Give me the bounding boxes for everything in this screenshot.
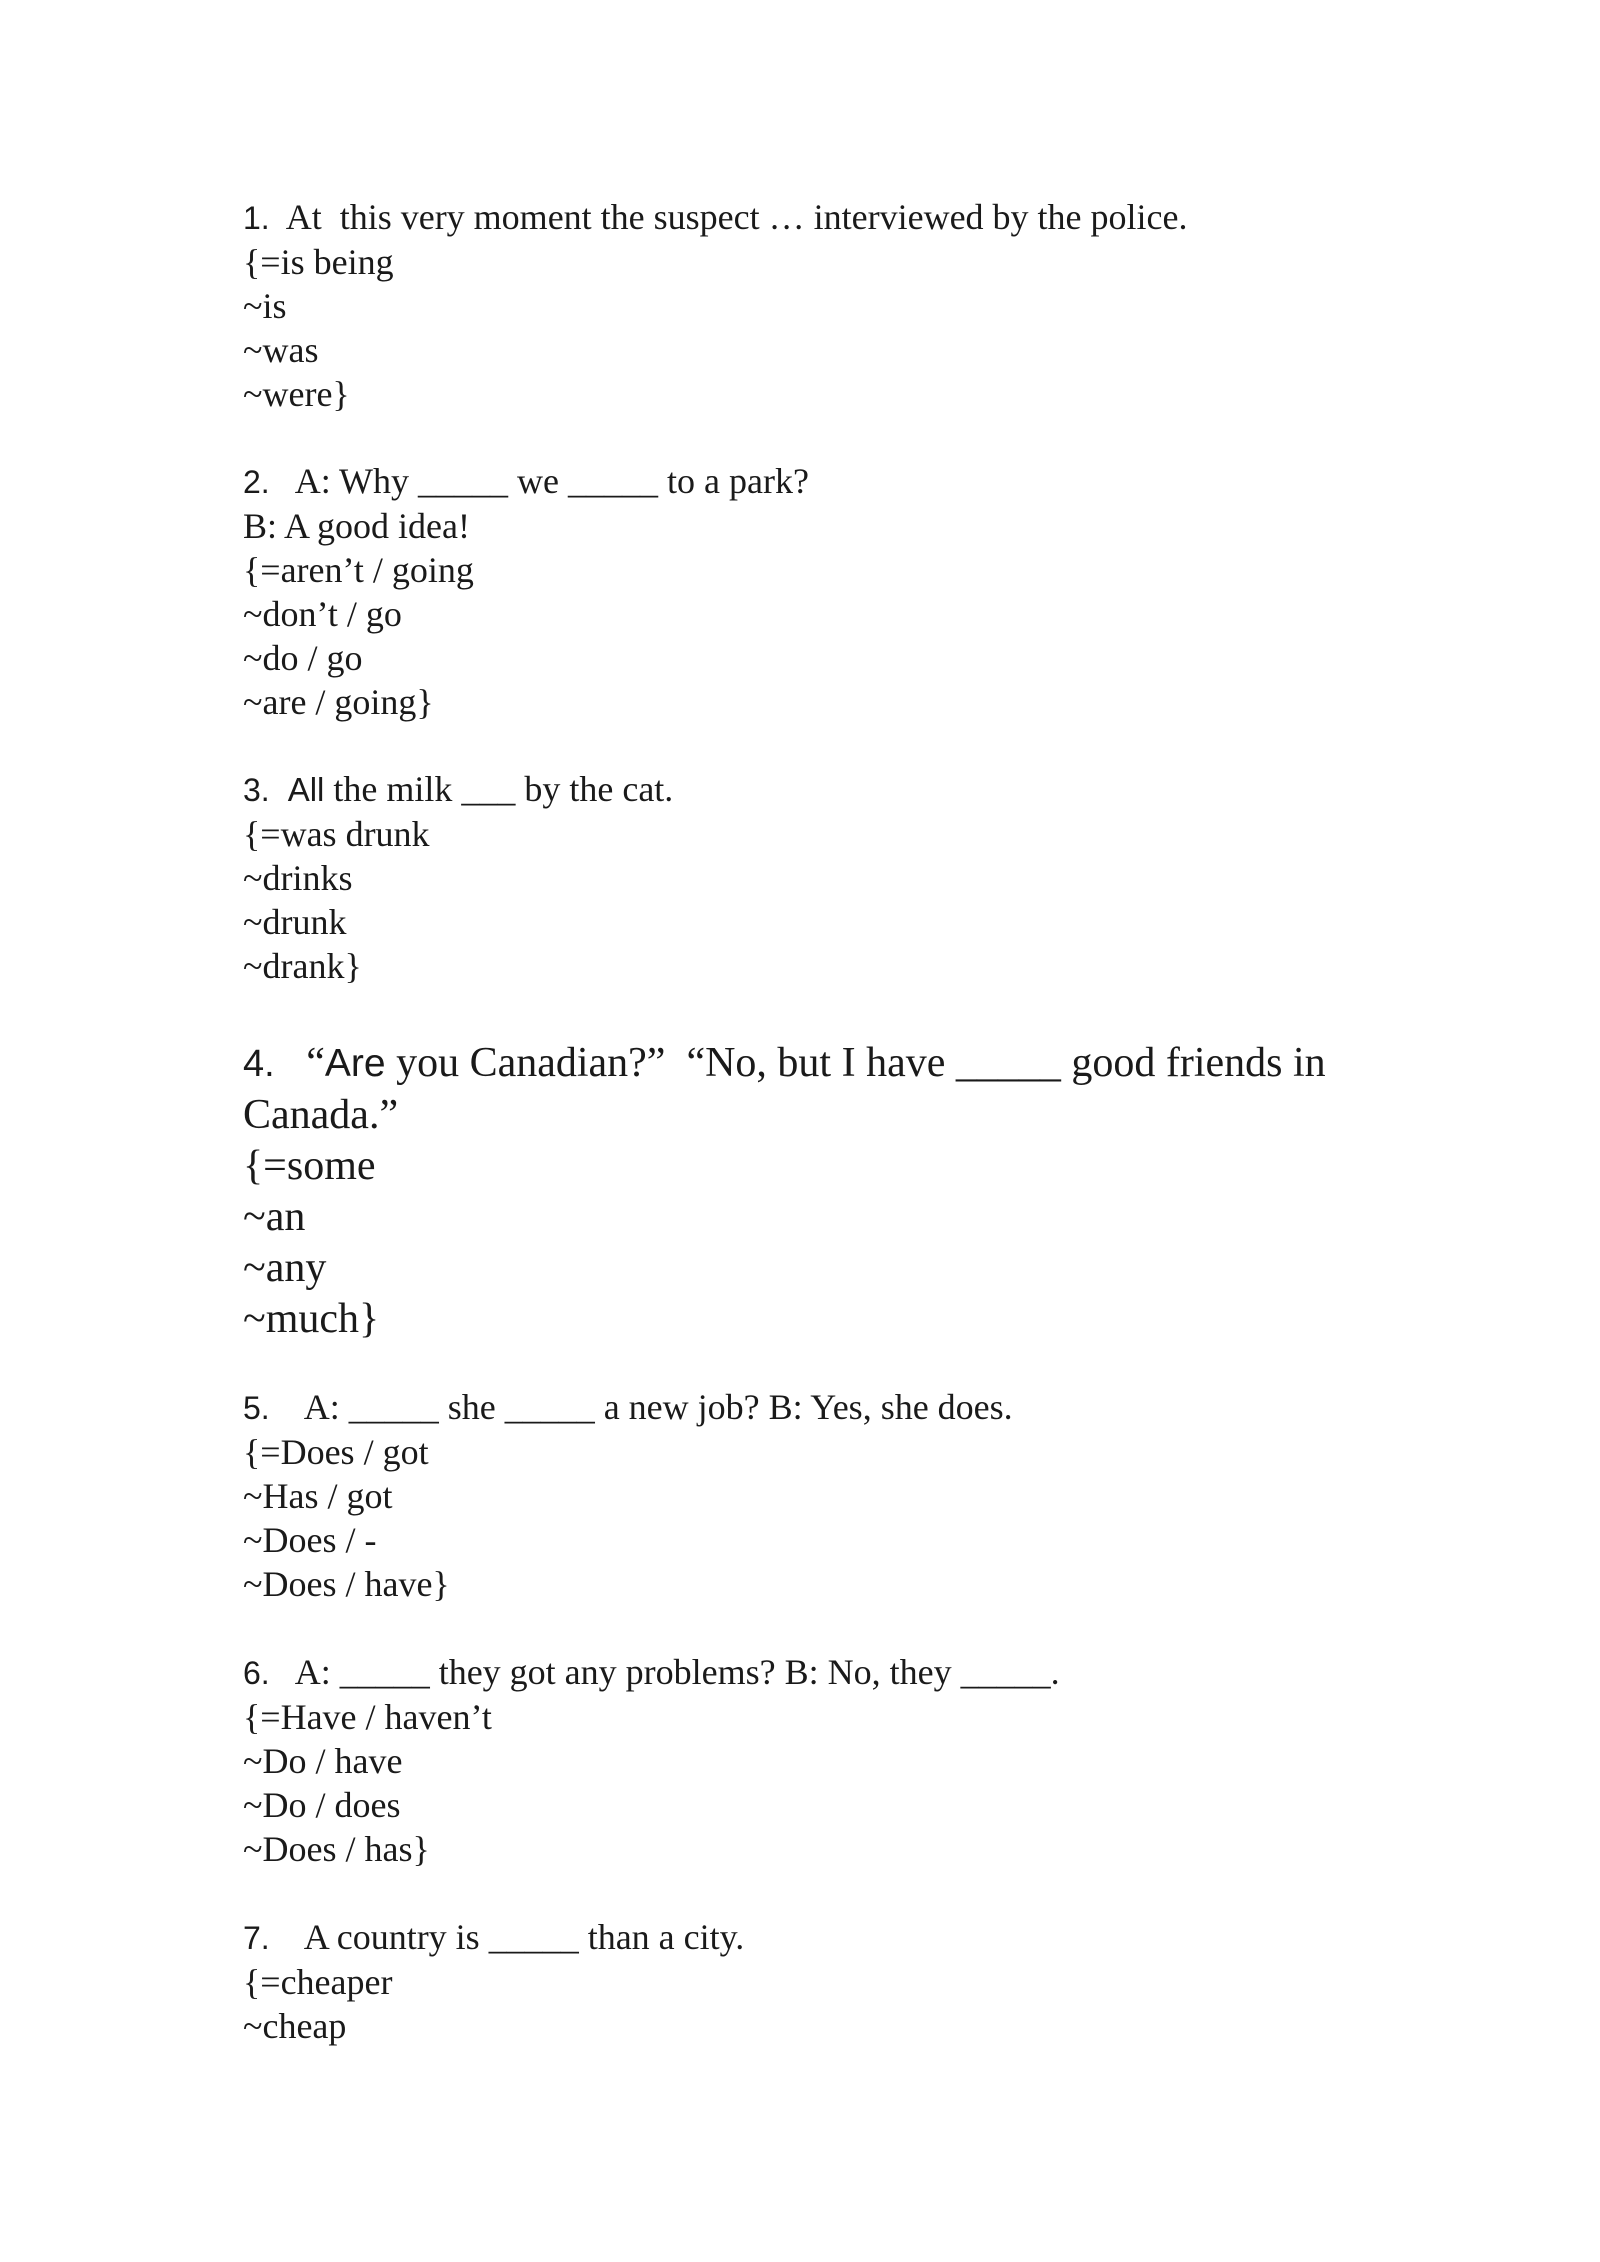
question-stem [243, 1915, 1423, 1960]
answer-option: ~drinks [243, 858, 353, 898]
question-text: A: Why _____ we _____ to a park? [294, 461, 809, 501]
answer-option: {=Does / got [243, 1432, 429, 1472]
question-number: 3. [243, 772, 270, 808]
question-text: At this very moment the suspect … interviewed by the police. [285, 197, 1188, 237]
answer-option: ~do / go [243, 638, 363, 678]
question-stem [243, 1038, 1423, 1141]
answer-option: ~Do / does [243, 1785, 401, 1825]
answer-option: ~drank} [243, 946, 362, 986]
answer-option: {=cheaper [243, 1962, 393, 2002]
question-number: 1. [243, 200, 270, 236]
question-text: the milk ___ by the cat. [324, 769, 674, 809]
answer-option: ~any [243, 1245, 327, 1291]
question-number: 6. [243, 1655, 270, 1691]
question-4 [243, 1038, 1423, 1345]
answer-option: {=some [243, 1143, 376, 1189]
question-number: 2. [243, 464, 270, 500]
question-number: 7. [243, 1920, 270, 1956]
question-text: A: _____ she _____ a new job? B: Yes, she does. [303, 1387, 1013, 1427]
answer-option: ~is [243, 286, 287, 326]
question-5 [243, 1385, 1423, 1606]
answer-option: ~an [243, 1194, 306, 1240]
question-text: A country is _____ than a city. [303, 1917, 745, 1957]
question-stem [243, 1385, 1423, 1430]
answer-option: ~was [243, 330, 319, 370]
answer-option: ~Do / have [243, 1741, 403, 1781]
question-number: 5. [243, 1390, 270, 1426]
question-number: 4. [243, 1043, 275, 1085]
question-text-line-2: B: A good idea! [243, 506, 470, 546]
question-2 [243, 459, 1423, 724]
question-stem [243, 767, 1423, 812]
answer-option: {=aren’t / going [243, 550, 474, 590]
question-stem [243, 195, 1423, 240]
question-stem [243, 459, 1423, 504]
question-text-quote: “ [306, 1040, 325, 1086]
answer-option: ~Does / - [243, 1520, 377, 1560]
answer-option: {=Have / haven’t [243, 1697, 492, 1737]
answer-option: ~Does / have} [243, 1564, 450, 1604]
question-text-lead: Are [324, 1042, 386, 1085]
question-1 [243, 195, 1423, 416]
answer-option: ~much} [243, 1296, 380, 1342]
question-7 [243, 1915, 1423, 2048]
answer-option: {=is being [243, 242, 394, 282]
question-text: you Canadian?” “No, but I have _____ good friends in Canada.” [243, 1040, 1337, 1138]
question-6 [243, 1650, 1423, 1871]
answer-option: ~don’t / go [243, 594, 402, 634]
answer-option: ~Has / got [243, 1476, 393, 1516]
answer-option: ~Does / has} [243, 1829, 430, 1869]
answer-option: ~are / going} [243, 682, 434, 722]
question-text: A: _____ they got any problems? B: No, they _____. [294, 1652, 1060, 1692]
answer-option: ~were} [243, 374, 350, 414]
answer-option: ~cheap [243, 2006, 347, 2046]
question-stem [243, 1650, 1423, 1695]
question-3 [243, 767, 1423, 988]
answer-option: ~drunk [243, 902, 347, 942]
question-text-lead: All [287, 771, 325, 808]
answer-option: {=was drunk [243, 814, 430, 854]
